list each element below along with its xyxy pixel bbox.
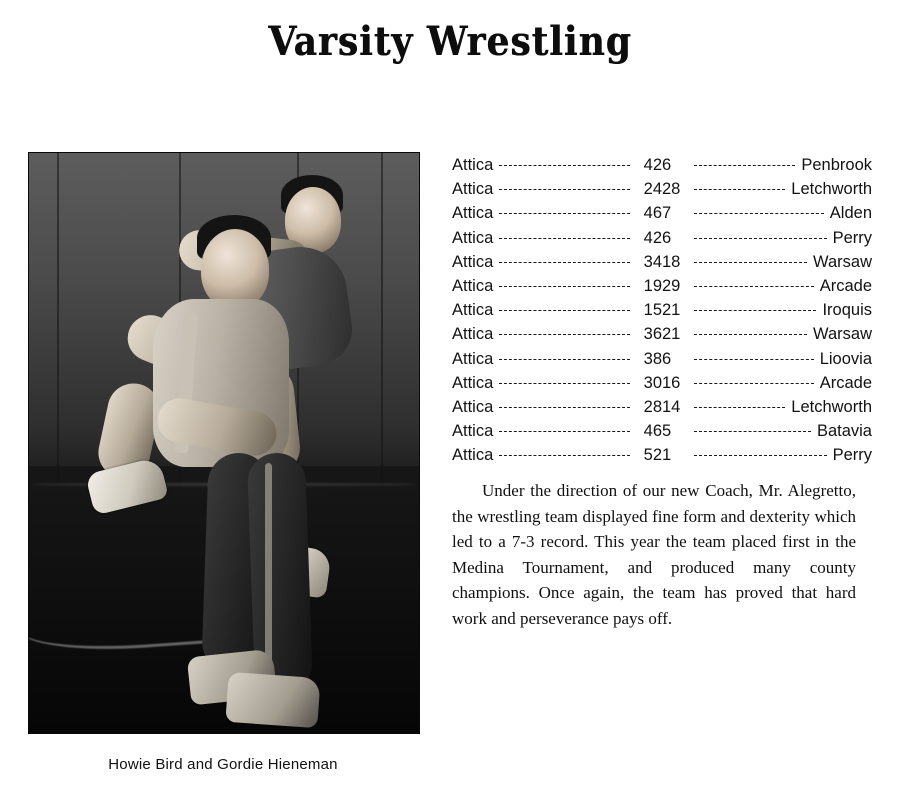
opponent-score: 18: [662, 252, 681, 271]
team-name: Attica: [452, 252, 494, 271]
team-score: 38: [643, 349, 662, 368]
wall-seam-line: [57, 153, 59, 484]
score-left: [452, 204, 662, 223]
dot-leader: [694, 407, 785, 408]
dot-leader: [694, 383, 814, 384]
bottom-wrestler-shoe-right: [225, 672, 320, 728]
dot-leader: [694, 455, 827, 456]
team-name: Attica: [452, 276, 494, 295]
score-right: [662, 180, 872, 199]
team-name: Attica: [452, 301, 494, 320]
tights-stripe: [265, 463, 272, 683]
dot-leader: [694, 334, 807, 335]
dot-leader: [499, 213, 630, 214]
opponent-name: Perry: [832, 228, 872, 247]
dot-leader: [694, 359, 814, 360]
dot-leader: [694, 310, 816, 311]
team-score: 19: [643, 276, 662, 295]
opponent-score: 5: [662, 422, 672, 441]
dot-leader: [499, 455, 630, 456]
opponent-score: 6: [662, 349, 672, 368]
dot-leader: [694, 238, 827, 239]
score-row: [452, 204, 872, 228]
opponent-name: Arcade: [819, 373, 872, 392]
article-text: Under the direction of our new Coach, Mr. Alegretto, the wrestling team displayed fine form and dexterity which led to a 7-3 record. This year the team placed first in the Medina Tournament, and produced many county champions. Once again, the team has proved that hard work and perseverance pays off.: [452, 481, 856, 628]
opponent-name: Penbrook: [801, 156, 872, 174]
article-body: [452, 478, 856, 631]
dot-leader: [694, 165, 795, 166]
opponent-score: 1: [662, 446, 672, 465]
team-name: Attica: [452, 373, 494, 392]
score-left: [452, 253, 662, 272]
score-right: [662, 374, 872, 393]
team-score: 28: [643, 397, 662, 416]
score-row: [452, 156, 872, 180]
score-row: [452, 325, 872, 349]
team-name: Attica: [452, 446, 494, 465]
team-name: Attica: [452, 228, 494, 247]
score-right: [662, 277, 872, 296]
score-right: [662, 422, 872, 441]
score-left: [452, 350, 662, 369]
dot-leader: [499, 238, 630, 239]
opponent-name: Warsaw: [813, 325, 872, 344]
team-name: Attica: [452, 422, 494, 441]
team-score: 46: [643, 422, 662, 441]
score-row: [452, 180, 872, 204]
dot-leader: [499, 189, 630, 190]
opponent-name: Warsaw: [813, 252, 872, 271]
score-right: [662, 204, 872, 223]
dot-leader: [499, 286, 630, 287]
dot-leader: [499, 383, 630, 384]
score-left: [452, 229, 662, 248]
score-left: [452, 398, 662, 417]
score-right: [662, 229, 872, 248]
opponent-score: 6: [662, 228, 672, 247]
team-name: Attica: [452, 397, 494, 416]
opponent-name: Arcade: [819, 276, 872, 295]
score-row: [452, 277, 872, 301]
dot-leader: [694, 262, 807, 263]
opponent-score: 29: [662, 276, 681, 295]
score-right: [662, 253, 872, 272]
team-name: Attica: [452, 156, 494, 174]
opponent-name: Letchworth: [791, 180, 872, 199]
team-score: 42: [643, 156, 662, 174]
score-row: [452, 374, 872, 398]
opponent-name: Alden: [829, 204, 872, 223]
score-left: [452, 301, 662, 320]
photo-caption: Howie Bird and Gordie Hieneman: [108, 756, 338, 773]
score-right: [662, 301, 872, 320]
score-left: [452, 446, 662, 465]
score-right: [662, 156, 872, 175]
score-row: [452, 422, 872, 446]
opponent-name: Perry: [832, 446, 872, 465]
score-left: [452, 156, 662, 175]
team-name: Attica: [452, 325, 494, 344]
score-right: [662, 446, 872, 465]
dot-leader: [694, 286, 814, 287]
dot-leader: [499, 431, 630, 432]
team-score: 15: [643, 301, 662, 320]
team-score: 42: [643, 228, 662, 247]
dot-leader: [499, 310, 630, 311]
opponent-score: 6: [662, 156, 672, 174]
score-row: [452, 253, 872, 277]
bottom-wrestler-head: [201, 229, 269, 309]
team-score: 36: [643, 325, 662, 344]
score-left: [452, 374, 662, 393]
opponent-name: Batavia: [816, 422, 872, 441]
opponent-score: 7: [662, 204, 672, 223]
dot-leader: [694, 431, 811, 432]
score-row: [452, 301, 872, 325]
opponent-name: Lioovia: [819, 349, 872, 368]
team-score: 52: [643, 446, 662, 465]
team-score: 34: [643, 252, 662, 271]
score-right: [662, 325, 872, 344]
dot-leader: [694, 213, 824, 214]
score-left: [452, 325, 662, 344]
team-score: 24: [643, 180, 662, 199]
score-left: [452, 180, 662, 199]
page-title: Varsity Wrestling: [268, 18, 632, 65]
opponent-score: 16: [662, 373, 681, 392]
wall-seam-line: [381, 153, 383, 484]
score-row: [452, 229, 872, 253]
score-right: [662, 350, 872, 369]
photo-figure: [28, 152, 418, 773]
dot-leader: [694, 189, 785, 190]
dot-leader: [499, 334, 630, 335]
score-row: [452, 350, 872, 374]
opponent-score: 21: [662, 301, 681, 320]
score-row: [452, 446, 872, 470]
opponent-score: 21: [662, 325, 681, 344]
dot-leader: [499, 165, 630, 166]
season-scores-list: [452, 156, 872, 470]
dot-leader: [499, 262, 630, 263]
team-score: 46: [643, 204, 662, 223]
opponent-name: Iroquis: [822, 301, 872, 320]
score-left: [452, 277, 662, 296]
dot-leader: [499, 407, 630, 408]
team-name: Attica: [452, 349, 494, 368]
team-name: Attica: [452, 204, 494, 223]
dot-leader: [499, 359, 630, 360]
score-row: [452, 398, 872, 422]
wrestling-team-photo: [28, 152, 420, 734]
team-score: 30: [643, 373, 662, 392]
score-right: [662, 398, 872, 417]
team-name: Attica: [452, 180, 494, 199]
opponent-score: 28: [662, 180, 681, 199]
score-left: [452, 422, 662, 441]
opponent-name: Letchworth: [791, 397, 872, 416]
opponent-score: 14: [662, 397, 681, 416]
